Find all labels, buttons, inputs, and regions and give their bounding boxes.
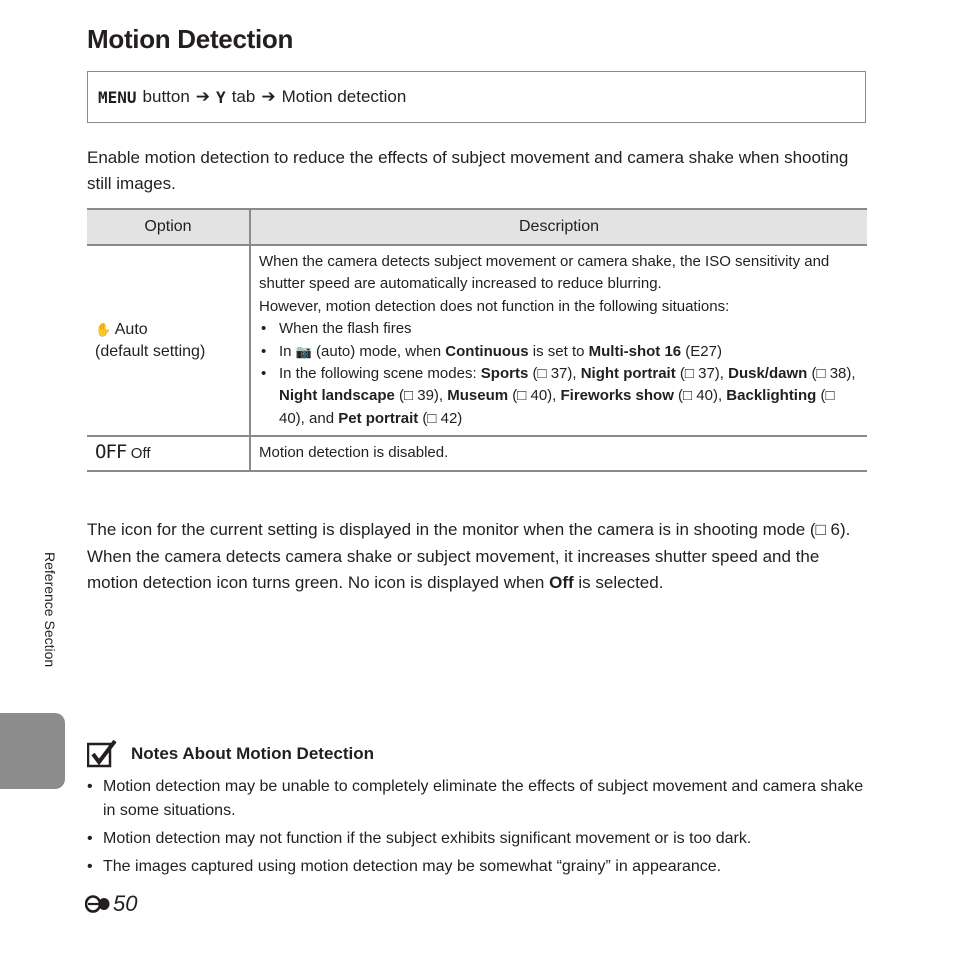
checkmark-icon bbox=[87, 740, 117, 768]
scene-mode-name: Museum bbox=[447, 387, 509, 405]
menu-path-box bbox=[87, 71, 866, 123]
scene-mode-name: Night landscape bbox=[279, 387, 395, 405]
list-item bbox=[259, 363, 859, 430]
motion-detection-auto-icon: ✋ bbox=[95, 321, 112, 337]
section-side-label: Reference Section bbox=[42, 552, 58, 668]
page-number-text: 50 bbox=[113, 891, 138, 916]
menu-path-target: Motion detection bbox=[281, 87, 407, 106]
page-reference: (□ 37), bbox=[528, 365, 581, 383]
notes-list bbox=[87, 775, 867, 883]
page-reference: (E27) bbox=[681, 342, 722, 360]
setting-name: Continuous bbox=[445, 342, 529, 360]
page-reference: (□ 40), and bbox=[279, 387, 835, 427]
reference-section-e-icon bbox=[85, 895, 111, 913]
description-line: However, motion detection does not function in the following situations: bbox=[259, 297, 730, 315]
arrow-icon: ➔ bbox=[195, 87, 211, 106]
option-cell-off bbox=[87, 436, 250, 470]
exception-list bbox=[259, 318, 859, 430]
option-name-off: Off bbox=[130, 445, 151, 463]
motion-detection-off-icon: OFF bbox=[95, 441, 127, 464]
scene-mode-name: Backlighting bbox=[726, 387, 817, 405]
scene-mode-name: Fireworks show bbox=[560, 387, 674, 405]
option-cell-auto bbox=[87, 245, 250, 436]
page-title: Motion Detection bbox=[87, 24, 294, 54]
description-line: When the camera detects subject movement or camera shake, the ISO sensitivity and shutter speed are automatically increased to reduce blurring. bbox=[259, 253, 830, 293]
table-row bbox=[87, 436, 867, 470]
notes-heading bbox=[87, 740, 374, 768]
list-item-text: (auto) mode, when bbox=[311, 342, 446, 360]
body-paragraph bbox=[87, 517, 867, 597]
camera-icon: 📷 bbox=[295, 343, 312, 359]
description-cell-off: Motion detection is disabled. bbox=[250, 436, 867, 470]
options-table bbox=[87, 208, 867, 472]
scene-mode-name: Dusk/dawn bbox=[728, 365, 808, 383]
table-row bbox=[87, 245, 867, 436]
arrow-icon: ➔ bbox=[261, 87, 276, 106]
notes-heading-text: Notes About Motion Detection bbox=[131, 744, 375, 763]
wrench-icon: Y bbox=[216, 87, 226, 107]
list-item bbox=[259, 341, 859, 363]
header-description: Description bbox=[250, 209, 867, 245]
page-number bbox=[85, 891, 137, 917]
scene-mode-name: Pet portrait bbox=[338, 409, 419, 427]
list-item-text: When the flash fires bbox=[279, 320, 412, 338]
scene-mode-name: Night portrait bbox=[580, 365, 676, 383]
option-name-auto: Auto bbox=[114, 320, 148, 338]
list-item-text: In the following scene modes: bbox=[279, 365, 481, 383]
setting-name: Off bbox=[549, 573, 574, 592]
setting-name: Multi-shot 16 bbox=[588, 342, 682, 360]
section-thumb-tab bbox=[0, 713, 65, 789]
page-reference: (□ 39), bbox=[394, 387, 448, 405]
menu-path-tab-label: tab bbox=[231, 87, 256, 106]
intro-paragraph: Enable motion detection to reduce the effects of subject movement and camera shake when shooting still images. bbox=[87, 148, 849, 193]
list-item-text: In bbox=[279, 342, 296, 360]
body-text: The icon for the current setting is displayed in the monitor when the camera is in shooting mode (□ 6). When the camera detects camera shake or subject movement, it increases shutter speed and the motion detection icon turns green. No icon is displayed when bbox=[87, 520, 851, 592]
scene-mode-name: Sports bbox=[480, 365, 529, 383]
list-item: • The images captured using motion detection may be somewhat “grainy” in appearance. bbox=[87, 855, 867, 879]
option-default-note: (default setting) bbox=[95, 342, 206, 360]
page-reference: (□ 42) bbox=[418, 409, 463, 427]
header-option: Option bbox=[87, 209, 250, 245]
list-item-text: is set to bbox=[528, 342, 589, 360]
list-item: • Motion detection may not function if the subject exhibits significant movement or is too dark. bbox=[87, 827, 867, 851]
description-cell-auto bbox=[250, 245, 867, 436]
menu-button-icon: MENU bbox=[98, 87, 137, 107]
list-item: • Motion detection may be unable to completely eliminate the effects of subject movement and camera shake in some situations. bbox=[87, 775, 867, 823]
menu-path-button-label: button bbox=[142, 87, 190, 106]
body-text: is selected. bbox=[573, 573, 664, 592]
list-item bbox=[259, 318, 859, 340]
page-reference: (□ 40), bbox=[673, 387, 727, 405]
page-reference: (□ 38), bbox=[807, 365, 856, 383]
page-reference: (□ 37), bbox=[675, 365, 729, 383]
page-reference: (□ 40), bbox=[508, 387, 561, 405]
